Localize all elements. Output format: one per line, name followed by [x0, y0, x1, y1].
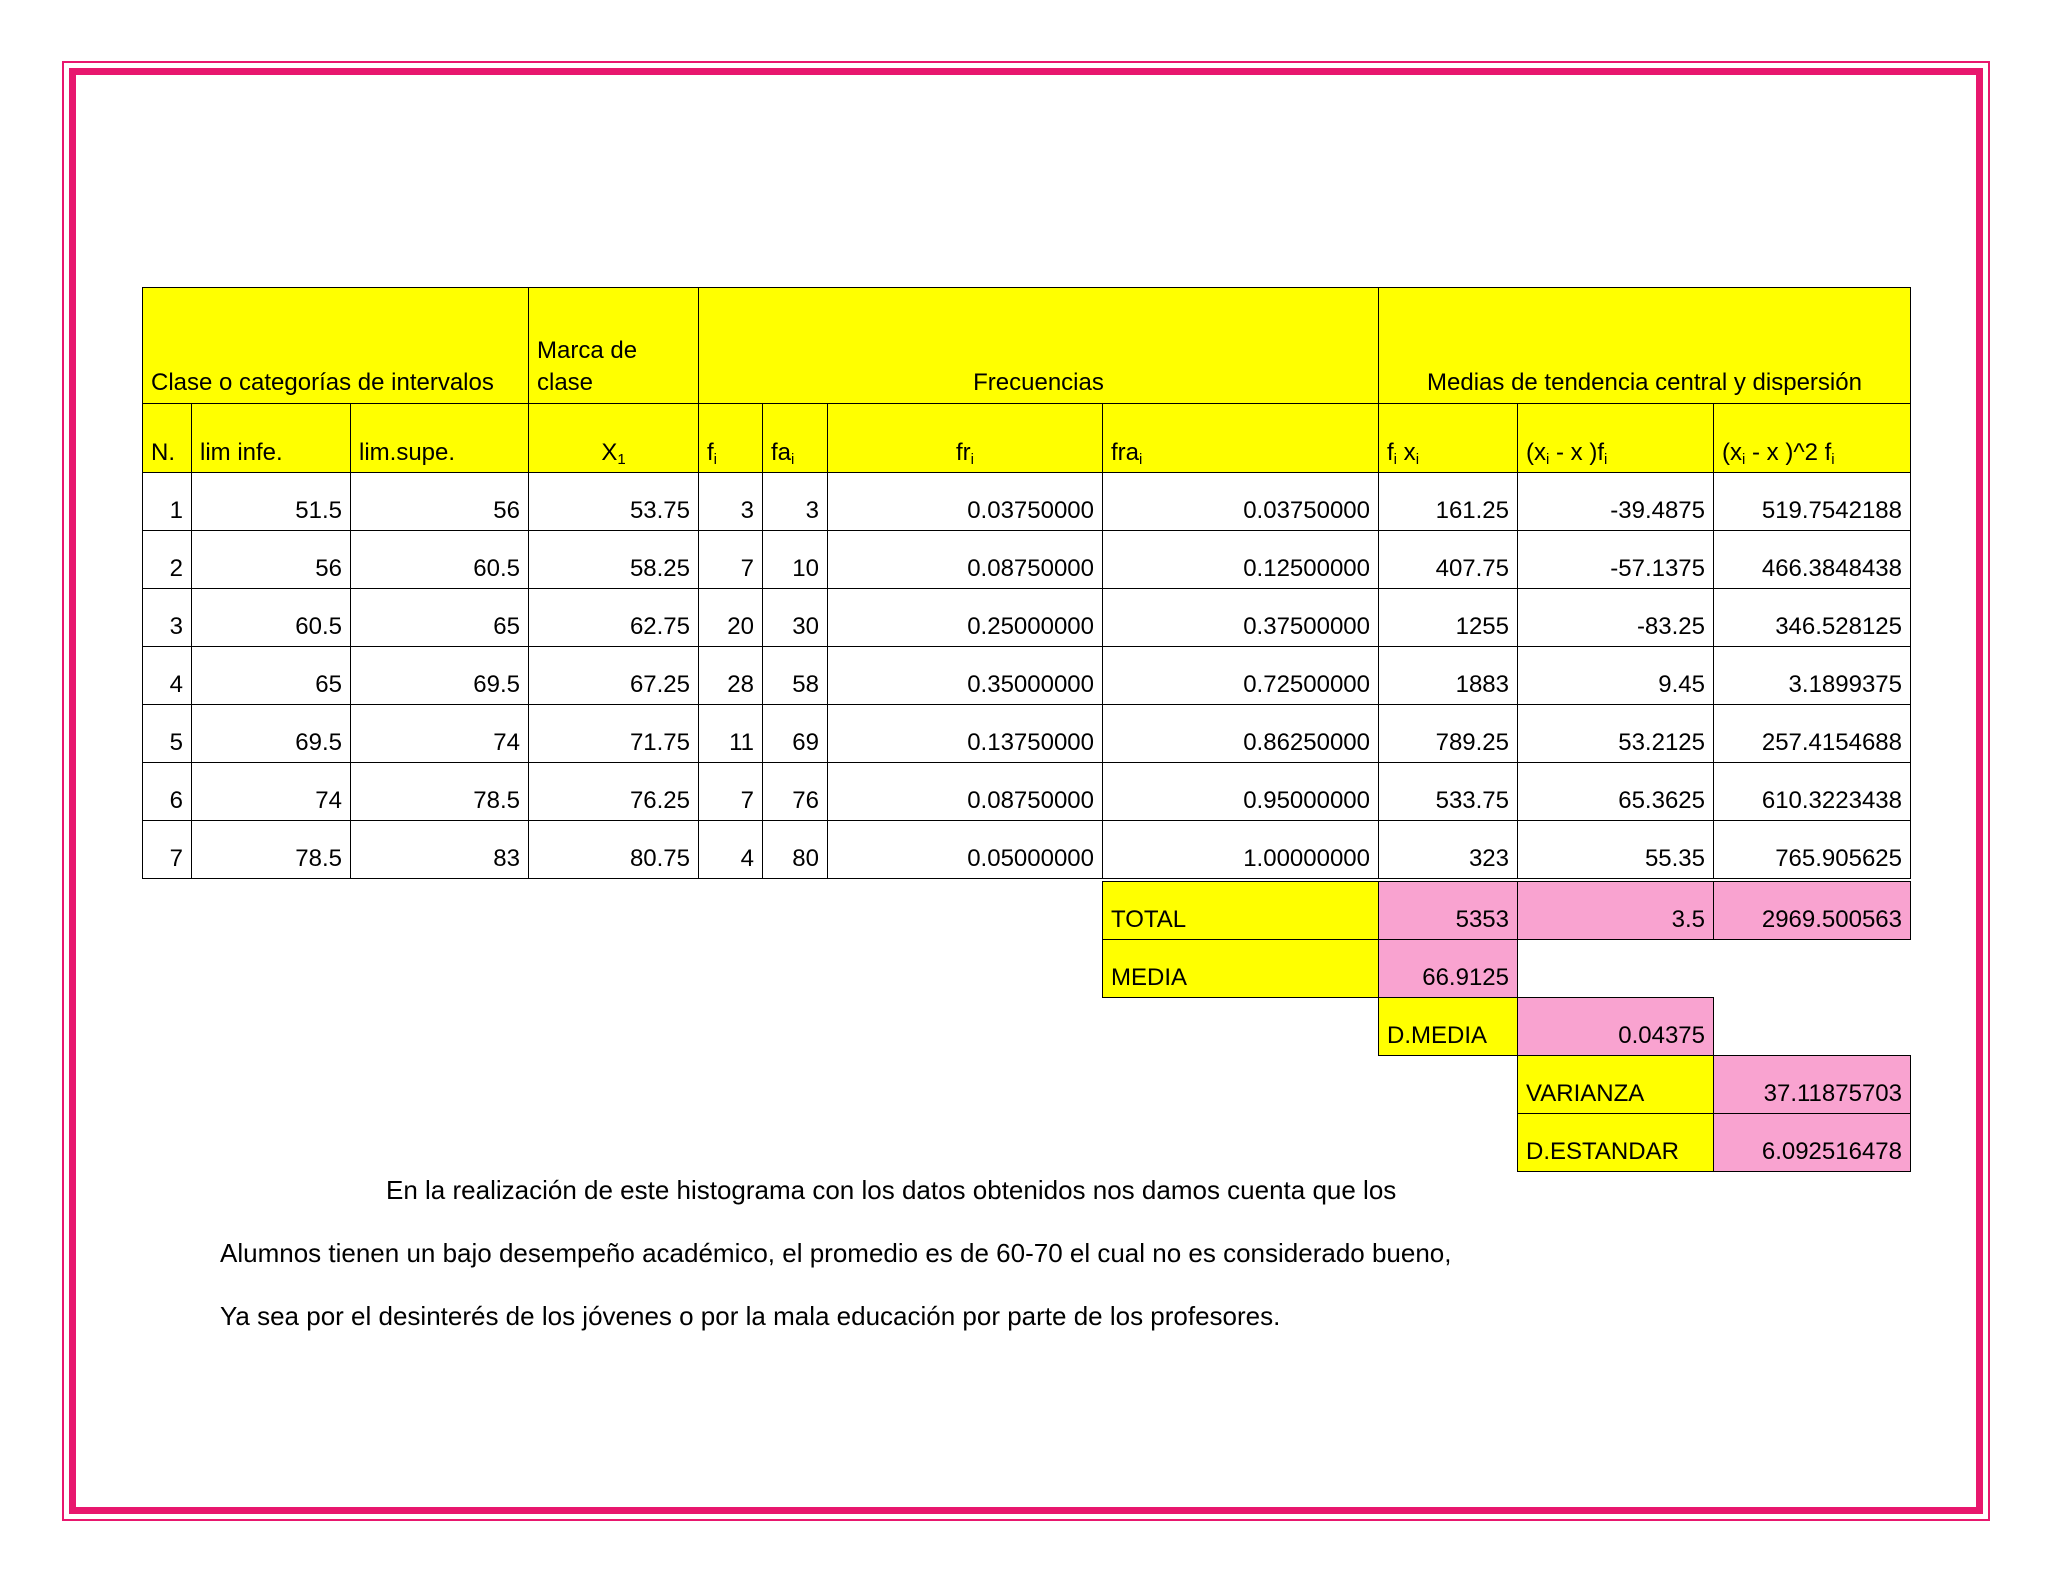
- col-header-deviation: ($x_i$ - x )$f_i$: [1517, 403, 1714, 473]
- cell-lim-sup: 56: [350, 472, 529, 531]
- cell-fri: 0.13750000: [827, 704, 1103, 763]
- cell-frai: 0.37500000: [1102, 588, 1379, 647]
- cell-fri: 0.05000000: [827, 820, 1103, 879]
- group-header-clase: Clase o categorías de intervalos: [142, 287, 529, 404]
- cell-n: 7: [142, 820, 192, 879]
- conclusion-line-3: Ya sea por el desinterés de los jóvenes o por la mala educación por parte de los profesores.: [220, 1301, 1281, 1331]
- total-fixi: 5353: [1378, 881, 1518, 940]
- cell-n: 3: [142, 588, 192, 647]
- cell-lim-inf: 51.5: [191, 472, 351, 531]
- cell-sq: 346.528125: [1713, 588, 1911, 647]
- cell-fai: 76: [762, 762, 828, 821]
- cell-fri: 0.03750000: [827, 472, 1103, 531]
- cell-lim-sup: 74: [350, 704, 529, 763]
- cell-fai: 80: [762, 820, 828, 879]
- cell-fixi: 407.75: [1378, 530, 1518, 589]
- destandar-label: D.ESTANDAR: [1517, 1113, 1714, 1172]
- dmedia-label: D.MEDIA: [1378, 997, 1518, 1056]
- cell-fai: 30: [762, 588, 828, 647]
- cell-x: 67.25: [528, 646, 699, 705]
- cell-fri: 0.08750000: [827, 530, 1103, 589]
- cell-frai: 0.03750000: [1102, 472, 1379, 531]
- total-squared: 2969.500563: [1713, 881, 1911, 940]
- cell-dev: -83.25: [1517, 588, 1714, 647]
- cell-lim-inf: 56: [191, 530, 351, 589]
- col-header-fixi: $f_i$ $x_i$: [1378, 403, 1518, 473]
- cell-fi: 28: [698, 646, 763, 705]
- varianza-label: VARIANZA: [1517, 1055, 1714, 1114]
- col-header-n: N.: [142, 403, 192, 473]
- dmedia-value: 0.04375: [1517, 997, 1714, 1056]
- cell-x: 71.75: [528, 704, 699, 763]
- cell-frai: 0.72500000: [1102, 646, 1379, 705]
- cell-fixi: 1255: [1378, 588, 1518, 647]
- cell-fixi: 533.75: [1378, 762, 1518, 821]
- group-header-marca: [528, 287, 699, 404]
- cell-n: 2: [142, 530, 192, 589]
- cell-fi: 20: [698, 588, 763, 647]
- col-header-fri: $fr_i$: [827, 403, 1103, 473]
- total-deviation: 3.5: [1517, 881, 1714, 940]
- cell-fai: 3: [762, 472, 828, 531]
- cell-dev: 53.2125: [1517, 704, 1714, 763]
- cell-dev: 65.3625: [1517, 762, 1714, 821]
- cell-sq: 765.905625: [1713, 820, 1911, 879]
- group-header-marca-text: Marca de clase: [537, 337, 638, 396]
- cell-fi: 7: [698, 530, 763, 589]
- cell-dev: -39.4875: [1517, 472, 1714, 531]
- cell-frai: 1.00000000: [1102, 820, 1379, 879]
- cell-lim-inf: 69.5: [191, 704, 351, 763]
- total-label: TOTAL: [1102, 881, 1379, 940]
- group-header-medias: Medias de tendencia central y dispersión: [1378, 287, 1911, 404]
- cell-lim-sup: 60.5: [350, 530, 529, 589]
- destandar-value: 6.092516478: [1713, 1113, 1911, 1172]
- col-header-frai: fra$_i$: [1102, 403, 1379, 473]
- cell-fi: 11: [698, 704, 763, 763]
- cell-fai: 58: [762, 646, 828, 705]
- cell-fri: 0.35000000: [827, 646, 1103, 705]
- cell-sq: 466.3848438: [1713, 530, 1911, 589]
- cell-sq: 519.7542188: [1713, 472, 1911, 531]
- cell-n: 5: [142, 704, 192, 763]
- media-value: 66.9125: [1378, 939, 1518, 998]
- cell-fixi: 323: [1378, 820, 1518, 879]
- cell-lim-inf: 65: [191, 646, 351, 705]
- cell-x: 76.25: [528, 762, 699, 821]
- cell-frai: 0.86250000: [1102, 704, 1379, 763]
- cell-lim-inf: 60.5: [191, 588, 351, 647]
- col-header-fi: $f_i$: [698, 403, 763, 473]
- cell-lim-sup: 78.5: [350, 762, 529, 821]
- col-header-lim-sup: lim.supe.: [350, 403, 529, 473]
- cell-sq: 257.4154688: [1713, 704, 1911, 763]
- cell-fri: 0.08750000: [827, 762, 1103, 821]
- cell-fixi: 789.25: [1378, 704, 1518, 763]
- cell-fri: 0.25000000: [827, 588, 1103, 647]
- cell-x: 80.75: [528, 820, 699, 879]
- cell-lim-inf: 78.5: [191, 820, 351, 879]
- cell-dev: 9.45: [1517, 646, 1714, 705]
- col-header-lim-inf: lim infe.: [191, 403, 351, 473]
- cell-dev: -57.1375: [1517, 530, 1714, 589]
- cell-lim-sup: 83: [350, 820, 529, 879]
- cell-sq: 610.3223438: [1713, 762, 1911, 821]
- cell-lim-inf: 74: [191, 762, 351, 821]
- col-header-fai: $fa_i$: [762, 403, 828, 473]
- col-header-squared: ($x_i$ - x )^2 $f_i$: [1713, 403, 1911, 473]
- cell-fi: 4: [698, 820, 763, 879]
- conclusion-line-1: En la realización de este histograma con los datos obtenidos nos damos cuenta que los: [386, 1175, 1397, 1205]
- cell-x: 58.25: [528, 530, 699, 589]
- cell-lim-sup: 69.5: [350, 646, 529, 705]
- cell-fai: 69: [762, 704, 828, 763]
- cell-lim-sup: 65: [350, 588, 529, 647]
- cell-n: 4: [142, 646, 192, 705]
- cell-fixi: 161.25: [1378, 472, 1518, 531]
- cell-fi: 3: [698, 472, 763, 531]
- varianza-value: 37.11875703: [1713, 1055, 1911, 1114]
- cell-frai: 0.12500000: [1102, 530, 1379, 589]
- cell-fai: 10: [762, 530, 828, 589]
- cell-fixi: 1883: [1378, 646, 1518, 705]
- cell-fi: 7: [698, 762, 763, 821]
- col-header-x: $X_1$: [528, 403, 699, 473]
- media-label: MEDIA: [1102, 939, 1379, 998]
- group-header-frecuencias: Frecuencias: [698, 287, 1379, 404]
- cell-dev: 55.35: [1517, 820, 1714, 879]
- cell-sq: 3.1899375: [1713, 646, 1911, 705]
- cell-n: 1: [142, 472, 192, 531]
- conclusion-line-2: Alumnos tienen un bajo desempeño académico, el promedio es de 60-70 el cual no es considerado bueno,: [220, 1238, 1452, 1268]
- cell-x: 53.75: [528, 472, 699, 531]
- cell-x: 62.75: [528, 588, 699, 647]
- cell-frai: 0.95000000: [1102, 762, 1379, 821]
- cell-n: 6: [142, 762, 192, 821]
